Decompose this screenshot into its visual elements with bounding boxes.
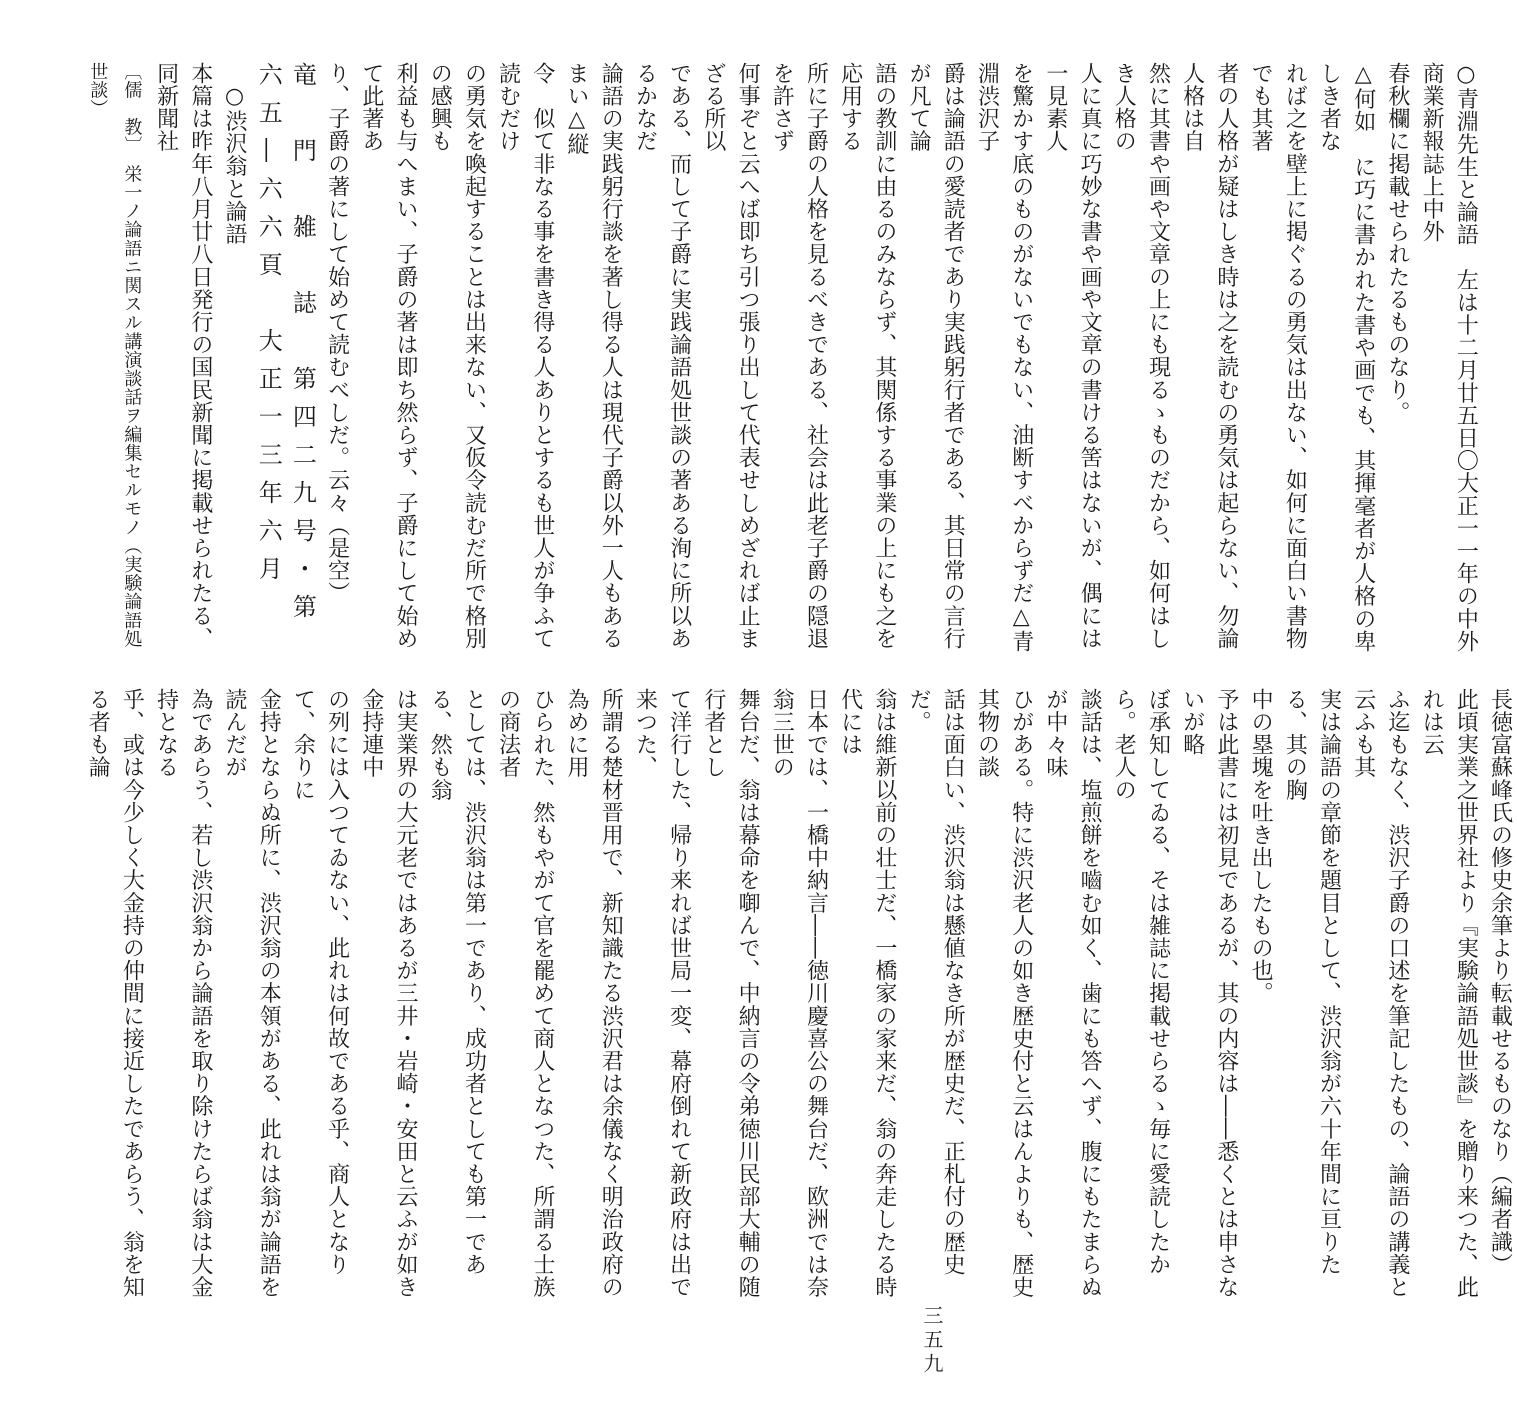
text-line: ぼ承知してゐる、そは雑誌に掲載せらるゝ毎に愛読したから。老人の xyxy=(1111,688,1171,1276)
text-line: 翁は維新以前の壮士だ、一橋家の家来だ、翁の奔走したる時代には xyxy=(837,688,897,1299)
text-line: の勇気を喚起することは出来ない、又仮令読むだ所で格別の感興も xyxy=(427,62,487,650)
text-line: 論語の実践躬行談を著し得る人は現代子爵以外一人もあるまい△縦 xyxy=(564,62,624,650)
text-line: 人に真に巧妙な書や画や文章の書ける筈はないが、偶には一見素人 xyxy=(1042,62,1103,650)
text-line: である、而して子爵に実践論語処世談の著ある洵に所以あるかなだ xyxy=(632,62,692,650)
text-line: 所謂る楚材晋用で、新知識たる渋沢君は余儀なく明治政府の為めに用 xyxy=(564,688,624,1299)
text-line: は実業界の大元老ではあるが三井・岩崎・安田と云ふが如き金持連中 xyxy=(358,688,419,1299)
text-line: れば之を壁上に掲ぐるの勇気は出ない、如何に面白い書物でも其著 xyxy=(1248,62,1308,650)
text-line: 令 似て非なる事を書き得る人ありとするも世人が争ふて読むだけ xyxy=(495,62,555,650)
bottom-section xyxy=(80,688,1513,1313)
text-line: 何事ぞと云へば即ち引つ張り出して代表せしめざれば止まざる所以 xyxy=(700,62,761,650)
text-line: 談話は、塩煎餅を嚙む如く、歯にも答へず、腹にもたまらぬが中々味 xyxy=(1042,688,1103,1299)
text-line: 然に其書や画や文章の上にも現るゝものだから、如何はしき人格の xyxy=(1111,62,1171,650)
text-line: て洋行した、帰り来れば世局一変、幕府倒れて新政府は出で来つた、 xyxy=(632,688,692,1299)
text-line: ふ迄もなく、渋沢子爵の口述を筆記したもの、論語の講義と云ふも其 xyxy=(1350,688,1410,1299)
text-line: 所に子爵の人格を見るべきである、社会は此老子爵の隠退を許さず xyxy=(769,62,829,650)
text-line: ひがある。特に渋沢老人の如き歴史付と云はんよりも、歴史其物の談 xyxy=(974,688,1034,1299)
top-text-block xyxy=(80,62,1482,662)
text-line: ひられた、然もやがて官を罷めて商人となつた、所謂る士族の商法者 xyxy=(495,688,555,1299)
top-section xyxy=(80,62,1479,662)
text-line: 話は面白い、渋沢翁は懸値なき所が歴史だ、正札付の歴史だ。 xyxy=(906,688,966,1276)
text-line: の列には入つてゐない、此れは何故である乎、商人となりて、余りに xyxy=(290,688,350,1276)
text-line: 者の人格が疑はしき時は之を読むの勇気は起らない、勿論人格は自 xyxy=(1179,62,1239,650)
text-line: ○青淵先生と論語 左は十二月廿五日〇大正一一年の中外商業新報誌上中外 xyxy=(1419,62,1479,653)
text-line: 日本では、一橋中納言――徳川慶喜公の舞台だ、欧洲では奈翁三世の xyxy=(769,688,829,1299)
text-line: り、子爵の著にして始めて読むべしだ。云々（是空） xyxy=(324,62,350,605)
reference-line: 〔儒 教〕 栄一ノ論語ニ関スル講演談話ヲ編集セルモノ（実験論語処世談） xyxy=(87,62,143,649)
text-line: 舞台だ、翁は幕命を啣んで、中納言の令弟徳川民部大輔の随行者とし xyxy=(700,688,761,1299)
text-line: 利益も与へまい、子爵の著は即ち然らず、子爵にして始めて此著あ xyxy=(358,62,419,650)
section-heading: 竜 門 雑 誌 第四二九号・第六五―六六頁 大正一三年六月 xyxy=(254,62,317,632)
text-line: 金持とならぬ所に、渋沢翁の本領がある、此れは翁が論語を読んだが xyxy=(222,688,282,1299)
text-line: 此頃実業之世界社より『実験論語処世談』を贈り来つた、此れは云 xyxy=(1419,688,1479,1299)
text-line: △何如 に巧に書かれた書や画でも、其揮毫者が人格の卑しき者な xyxy=(1316,62,1376,653)
text-line: 春秋欄に掲載せられたるものなり。 xyxy=(1384,62,1410,424)
text-line: としては、渋沢翁は第一であり、成功者としても第一である、然も翁 xyxy=(427,688,487,1276)
bottom-text-block xyxy=(80,688,1517,1313)
text-line: 予は此書には初見であるが、其の内容は――悉くとは申さないが略 xyxy=(1179,688,1239,1299)
text-line: 長徳富蘇峰氏の修史余筆より転載せるものなり（編者識） xyxy=(1487,688,1513,1276)
text-line: を驚かす底のものがないでもない、油断すべからずだ△青淵渋沢子 xyxy=(974,62,1034,653)
text-line: 本篇は昨年八月廿八日発行の国民新聞に掲載せられたる、同新聞社 xyxy=(153,62,213,650)
text-line: 語の教訓に由るのみならず、其関係する事業の上にも之を応用する xyxy=(837,62,897,650)
article-title: ○渋沢翁と論語 xyxy=(222,84,248,246)
page-number: 三五九 xyxy=(920,1305,944,1377)
text-line: 中の塁塊を吐き出したもの也。 xyxy=(1248,688,1274,1005)
text-line: 爵は論語の愛読者であり実践躬行者である、其日常の言行が凡て論 xyxy=(906,62,966,650)
text-line: 実は論語の章節を題目として、渋沢翁が六十年間に亘りたる、其の胸 xyxy=(1282,688,1342,1276)
text-line: 為であらう、若し渋沢翁から論語を取り除けたらば翁は大金持となる xyxy=(153,688,213,1299)
text-line: 乎、或は今少しく大金持の仲間に接近したであらう、翁を知る者も論 xyxy=(85,688,145,1299)
